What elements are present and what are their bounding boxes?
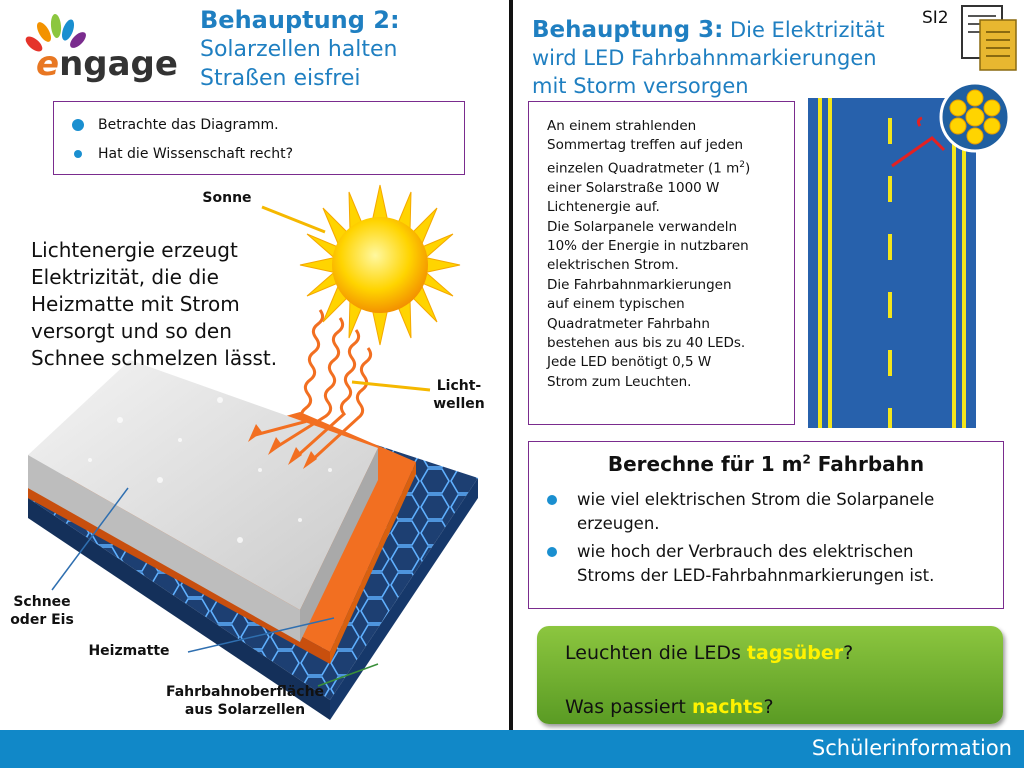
diagram-caption: Lichtenergie erzeugt Elektrizität, die die Heizmatte mit Strom versorgt und so den Schnee schmelzen lässt. <box>31 238 278 370</box>
question-day: Leuchten die LEDs tagsüber? <box>565 642 854 664</box>
claim-2-line1: Solarzellen halten <box>200 37 398 62</box>
sun-icon <box>300 185 460 345</box>
question-night: Was passiert nachts? <box>565 696 774 718</box>
calculation-box <box>528 441 1004 609</box>
task-item: Betrachte das Diagramm. <box>72 117 279 133</box>
claim-2-line2: Straßen eisfrei <box>200 66 361 91</box>
logo-text: engage <box>36 44 178 84</box>
claim-3-line3: mit Storm versorgen <box>532 74 749 98</box>
footer-label: Schülerinformation <box>811 736 1012 760</box>
task-box <box>53 101 465 175</box>
snow-label: Schnee oder Eis <box>10 594 74 628</box>
info-box <box>528 101 795 425</box>
footer-bar <box>0 730 1024 768</box>
column-divider <box>509 0 513 730</box>
document-icon <box>958 4 1020 74</box>
light-waves-label: Licht- wellen <box>433 378 485 412</box>
claim-3-line2: wird LED Fahrbahnmarkierungen <box>532 46 877 70</box>
claim-2-title: Behauptung 2: <box>200 6 400 34</box>
bullet-icon <box>74 150 82 158</box>
calculation-item: wie hoch der Verbrauch des elektrischen Stroms der LED-Fahrbahnmarkierungen ist. <box>547 540 934 588</box>
bullet-icon <box>547 495 557 505</box>
claim-2-heading <box>200 6 500 93</box>
sun-label: Sonne <box>202 190 252 206</box>
led-cluster-icon <box>938 80 1012 154</box>
heating-mat-label: Heizmatte <box>88 643 170 659</box>
claim-3-heading <box>532 16 942 100</box>
claim-3-line1: Behauptung 3: Die Elektrizität <box>532 17 885 43</box>
sheet-code: SI2 <box>922 8 949 28</box>
bullet-icon <box>547 547 557 557</box>
question-box <box>537 626 1003 724</box>
calculation-item: wie viel elektrischen Strom die Solarpanele erzeugen. <box>547 488 934 536</box>
info-text: An einem strahlenden Sommertag treffen auf jeden einzelen Quadratmeter (1 $m^2$) einer Solarstraße 1000 W Lichtenergie auf. Die Solarpanele verwandeln 10% der Energie in nutzbaren elektrischen Strom. Die Fahrbahnmarkierungen auf einem typischen Quadratmeter Fahrbahn bestehen aus bis zu 40 LEDs. Jede LED benötigt 0,5 W Strom zum Leuchten. <box>547 118 751 390</box>
task-item: Hat die Wissenschaft recht? <box>72 146 293 162</box>
solar-surface-label: Fahrbahnoberfläche aus Solarzellen <box>165 684 325 718</box>
engage-logo <box>18 10 188 90</box>
calculation-title: Berechne für 1 $m^2$ Fahrbahn <box>607 452 925 476</box>
bullet-icon <box>72 119 84 131</box>
